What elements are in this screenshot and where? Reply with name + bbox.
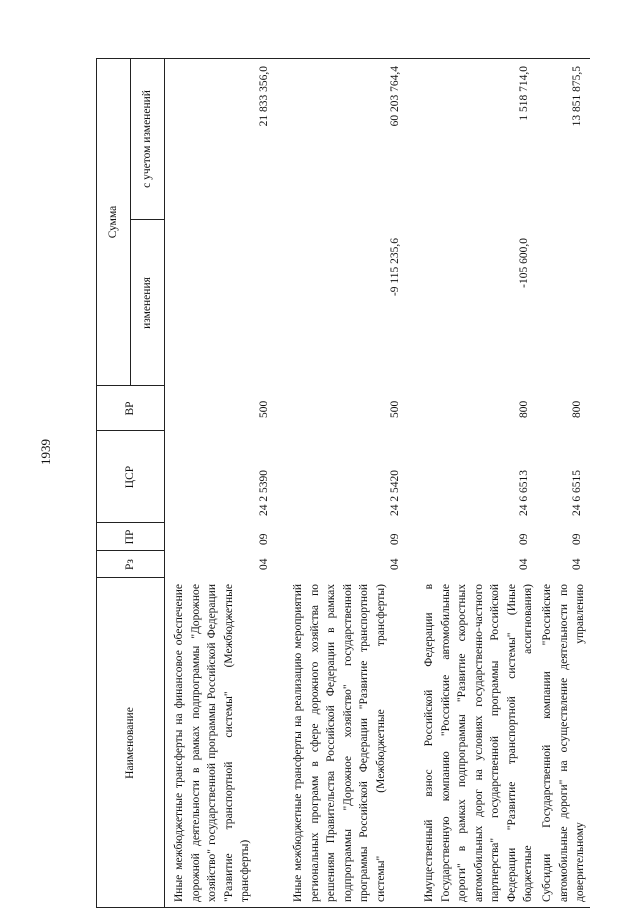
row-3-vr: 800 [518, 400, 530, 418]
page-number-text: 1939 [38, 439, 53, 465]
header-with-changes: с учетом изменений [140, 90, 153, 188]
row-1-csr: 24 2 5390 [258, 470, 270, 516]
row-1-vr: 500 [258, 400, 270, 418]
budget-table-inner [96, 58, 590, 908]
row-2-pr: 09 [389, 533, 401, 545]
row-2-name: Иные межбюджетные трансферты на реализацию мероприятий региональных программ в сфере дорожного хозяйства по решениям Правительства Российской Федерации в рамках подпрограммы "Дорожное хозяйство" государственной программы Российской Федерации "Развитие транспортной системы" (Межбюджетные трансферты) [292, 584, 387, 902]
row-4-rz: 04 [571, 558, 583, 570]
header-rz: Рз [123, 559, 136, 570]
header-changes: изменения [140, 277, 153, 329]
row-4-vr: 800 [571, 400, 583, 418]
header-bottom-border [164, 58, 165, 908]
row-4-name: Субсидии Государственной компании "Российские автомобильные дороги" на осуществление деятельности по доверительному управлению [541, 584, 586, 902]
page-number [34, 440, 58, 464]
header-csr: ЦСР [123, 465, 136, 489]
row-1-rz: 04 [258, 558, 270, 570]
budget-table [96, 58, 590, 908]
row-2-changes: -9 115 235,6 [389, 238, 401, 297]
row-3-with-changes: 1 518 714,0 [518, 66, 530, 121]
row-2-rz: 04 [389, 558, 401, 570]
header-pr: ПР [123, 529, 136, 545]
row-3-changes: -105 600,0 [518, 238, 530, 288]
row-1-pr: 09 [258, 533, 270, 545]
row-3-rz: 04 [518, 558, 530, 570]
row-2-vr: 500 [389, 400, 401, 418]
header-name: Наименование [123, 707, 136, 779]
row-1-with-changes: 21 833 356,0 [258, 66, 270, 127]
row-4-pr: 09 [571, 533, 583, 545]
row-3-pr: 09 [518, 533, 530, 545]
header-vr: ВР [123, 401, 136, 416]
row-4-with-changes: 13 851 875,5 [571, 66, 583, 127]
row-3-name: Имущественный взнос Российской Федерации в Государственную компанию "Российские автомобильные дороги" в рамках подпрограммы "Развитие скоростных автомобильных дорог на условиях государственно-частного партнерства" государственной программы Российской Федерации "Развитие транспортной системы" (Иные бюджетные ассигнования) [423, 584, 534, 902]
header-sum: Сумма [106, 205, 119, 239]
row-2-csr: 24 2 5420 [389, 470, 401, 516]
table-right-border [96, 58, 590, 59]
row-4-csr: 24 6 6515 [571, 470, 583, 516]
row-3-csr: 24 6 6513 [518, 470, 530, 516]
row-1-name: Иные межбюджетные трансферты на финансовое обеспечение дорожной деятельности в рамках подпрограммы "Дорожное хозяйство" государственной программы Российской Федерации "Развитие транспортной системы" (Межбюджетные трансферты) [173, 584, 251, 902]
row-2-with-changes: 60 203 764,4 [389, 66, 401, 127]
